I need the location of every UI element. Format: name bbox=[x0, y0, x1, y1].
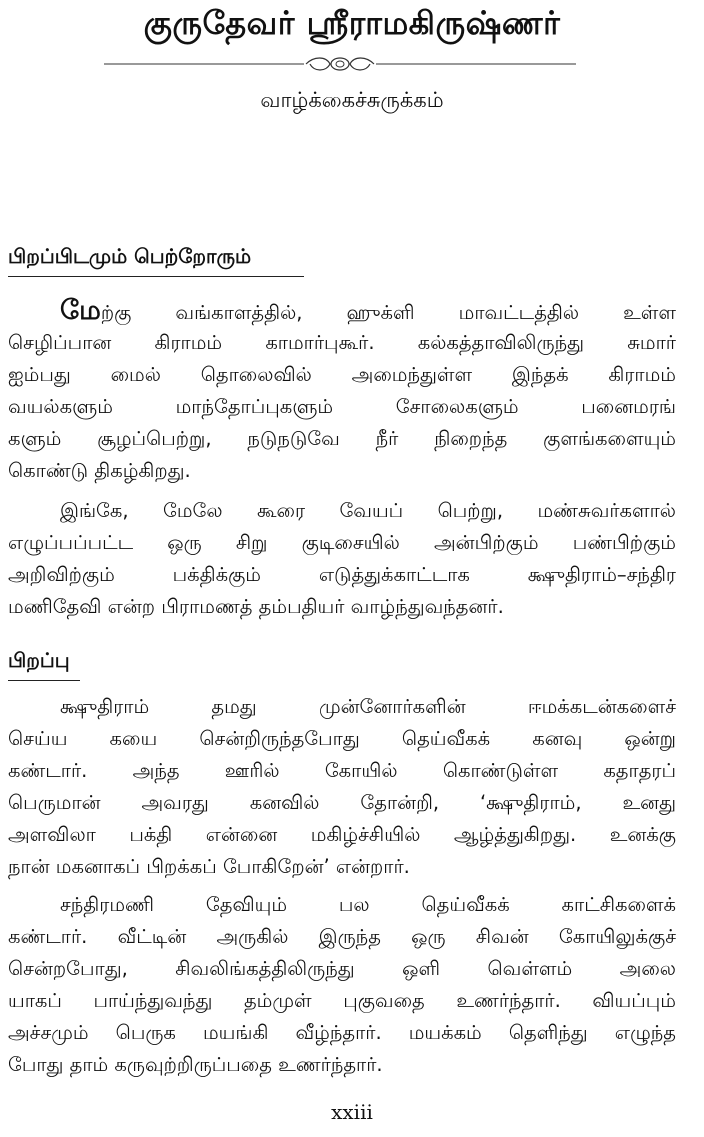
paragraph-line: அறிவிற்கும் பக்திக்கும் எடுத்துக்காட்டாக க்ஷுதிராம்–சந்திர bbox=[8, 563, 676, 586]
paragraph-line: சந்திரமணி தேவியும் பல தெய்வீகக் காட்சிகளைக் bbox=[60, 893, 676, 916]
paragraph-line: நான் மகனாகப் பிறக்கப் போகிறேன்’ என்றார். bbox=[8, 855, 410, 878]
heading-underline bbox=[8, 680, 80, 681]
paragraph-line: களும் சூழப்பெற்று, நடுநடுவே நீர் நிறைந்த குளங்களையும் bbox=[8, 427, 676, 450]
paragraph-line: அச்சமும் பெருக மயங்கி வீழ்ந்தார். மயக்கம் தெளிந்து எழுந்த bbox=[8, 1021, 676, 1044]
ornament-divider-icon bbox=[104, 54, 576, 74]
drop-cap: மே bbox=[60, 295, 101, 326]
paragraph-line: போது தாம் கருவுற்றிருப்பதை உணர்ந்தார். bbox=[8, 1053, 383, 1076]
paragraph-line: கொண்டு திகழ்கிறது. bbox=[8, 459, 191, 482]
paragraph-line: வயல்களும் மாந்தோப்புகளும் சோலைகளும் பனைமரங் bbox=[8, 395, 676, 418]
paragraph-line: அளவிலா பக்தி என்னை மகிழ்ச்சியில் ஆழ்த்துகிறது. உனக்கு bbox=[8, 823, 676, 846]
page-title: குருதேவர் ஸ்ரீராமகிருஷ்ணர் bbox=[143, 4, 561, 42]
paragraph-line: எழுப்பப்பட்ட ஒரு சிறு குடிசையில் அன்பிற்கும் பண்பிற்கும் bbox=[8, 531, 676, 554]
paragraph-line bbox=[8, 296, 676, 326]
paragraph-line: கண்டார். அந்த ஊரில் கோயில் கொண்டுள்ள கதாதரப் bbox=[8, 759, 676, 782]
paragraph-line: பெருமான் அவரது கனவில் தோன்றி, ‘க்ஷுதிராம், உனது bbox=[8, 791, 676, 814]
paragraph-line: மணிதேவி என்ற பிராமணத் தம்பதியர் வாழ்ந்துவந்தனர். bbox=[8, 595, 504, 618]
paragraph-line: சென்றபோது, சிவலிங்கத்திலிருந்து ஒளி வெள்ளம் அலை bbox=[8, 957, 676, 980]
page-number: xxiii bbox=[331, 1100, 373, 1124]
page-subtitle: வாழ்க்கைச்சுருக்கம் bbox=[260, 88, 444, 112]
paragraph-line: செழிப்பான கிராமம் காமார்புகூர். கல்கத்தாவிலிருந்து சுமார் bbox=[8, 331, 676, 354]
paragraph-line: செய்ய கயை சென்றிருந்தபோது தெய்வீகக் கனவு ஒன்று bbox=[8, 727, 676, 750]
heading-underline bbox=[8, 276, 304, 277]
paragraph-line: க்ஷுதிராம் தமது முன்னோர்களின் ஈமக்கடன்களைச் bbox=[60, 695, 676, 718]
paragraph-line: இங்கே, மேலே கூரை வேயப் பெற்று, மண்சுவர்களால் bbox=[60, 499, 676, 522]
paragraph-line: ஐம்பது மைல் தொலைவில் அமைந்துள்ள இந்தக் கிராமம் bbox=[8, 363, 676, 386]
section-heading-birth: பிறப்பு bbox=[8, 648, 70, 672]
section-heading-birthplace: பிறப்பிடமும் பெற்றோரும் bbox=[8, 244, 252, 268]
paragraph-line: யாகப் பாய்ந்துவந்து தம்முள் புகுவதை உணர்ந்தார். வியப்பும் bbox=[8, 989, 676, 1012]
paragraph-line: கண்டார். வீட்டின் அருகில் இருந்த ஒரு சிவன் கோயிலுக்குச் bbox=[8, 925, 676, 948]
paragraph-text: ற்கு வங்காளத்தில், ஹுக்ளி மாவட்டத்தில் உள்ள bbox=[100, 301, 676, 324]
